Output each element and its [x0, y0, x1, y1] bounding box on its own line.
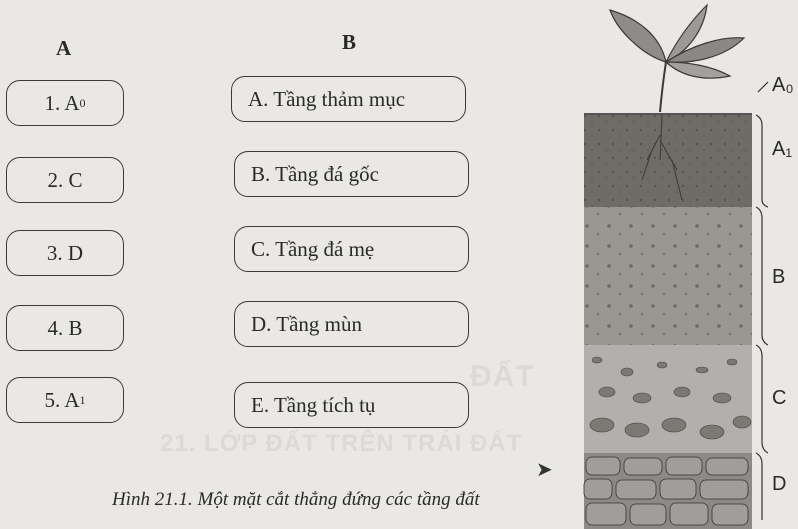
match-item-a-1-label: 1. A [44, 90, 80, 115]
column-a-header: A [56, 36, 72, 60]
match-item-b-3-label: C. Tầng đá mẹ [251, 236, 375, 261]
match-item-a-4-label: 4. B [47, 315, 83, 340]
match-item-a-1-sub: 0 [79, 95, 86, 110]
match-item-a-3[interactable] [6, 230, 124, 276]
match-item-b-4-label: D. Tầng mùn [251, 311, 363, 336]
soil-label-a1: A₁ [772, 138, 793, 160]
soil-label-c: C [772, 387, 787, 409]
match-item-a-4[interactable] [6, 305, 124, 351]
match-item-b-2-label: B. Tầng đá gốc [251, 161, 379, 186]
soil-label-a0: A₀ [772, 74, 794, 96]
soil-profile-illustration [582, 0, 798, 529]
match-item-b-1[interactable] [231, 76, 466, 122]
match-item-a-2[interactable] [6, 157, 124, 203]
arrow-icon: ➤ [536, 457, 553, 481]
match-item-b-3[interactable] [234, 226, 469, 272]
match-item-a-1[interactable] [6, 80, 124, 126]
match-item-b-5[interactable] [234, 382, 469, 428]
soil-label-d: D [772, 473, 787, 495]
match-item-b-2[interactable] [234, 151, 469, 197]
figure-caption: Hình 21.1. Một mặt cắt thẳng đứng các tầng đất [112, 489, 480, 510]
match-item-a-5-sub: 1 [79, 392, 86, 407]
match-item-a-3-label: 3. D [46, 240, 84, 265]
match-item-b-1-label: A. Tầng thảm mục [248, 86, 406, 111]
match-item-b-4[interactable] [234, 301, 469, 347]
match-item-a-5[interactable] [6, 377, 124, 423]
bleed-through-text-1: ĐẤT [470, 360, 535, 393]
match-item-a-5-label: 5. A [44, 387, 80, 412]
seedling-icon [610, 5, 744, 112]
soil-label-b: B [772, 266, 786, 288]
bleed-through-text-2: 21. LỚP ĐẤT TRÊN TRÁI ĐẤT [160, 430, 523, 457]
match-item-b-5-label: E. Tầng tích tụ [251, 392, 376, 417]
match-item-a-2-label: 2. C [47, 167, 83, 192]
column-b-header: B [342, 30, 357, 54]
